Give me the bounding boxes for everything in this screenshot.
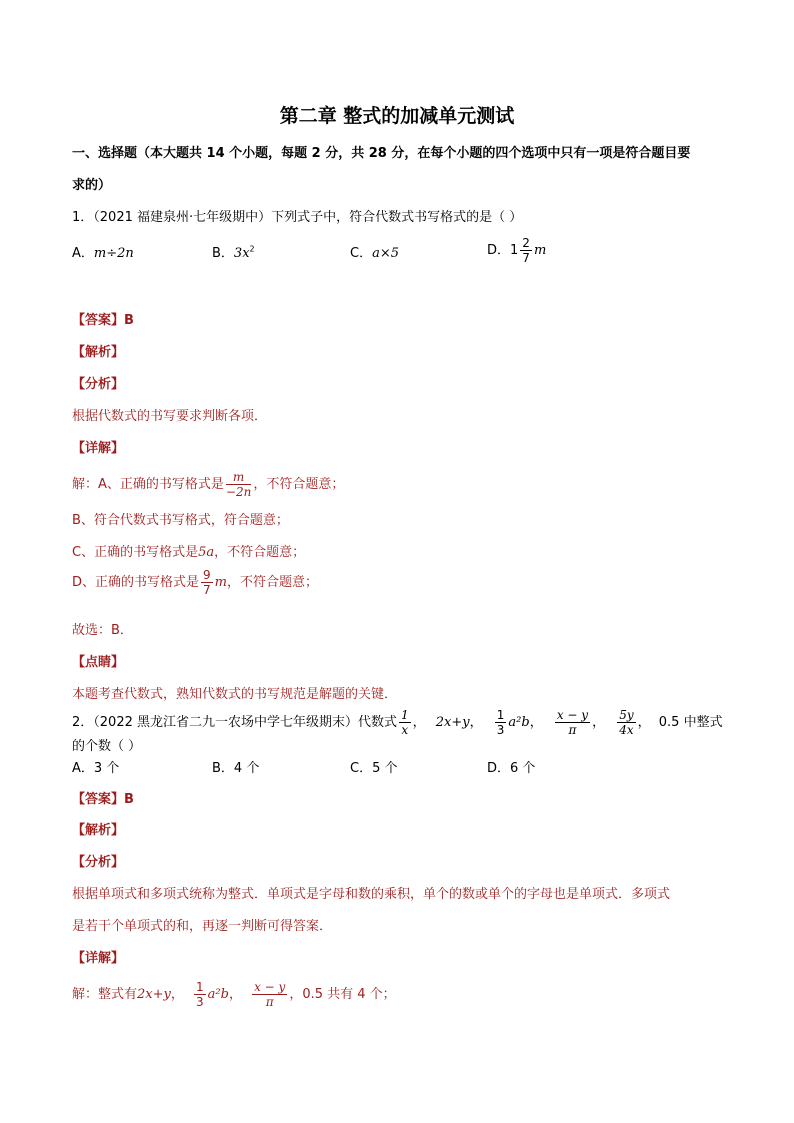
q2-stem-text: 2．（2022 黑龙江省二九一农场中学七年级期末）代数式 (72, 715, 397, 730)
q1-fenxi-heading: 【分析】 (72, 377, 125, 392)
q1-option-b-exponent: 2 (249, 244, 255, 254)
q2-option-b: B．4 个 (212, 761, 260, 776)
q1-xiangjie-heading: 【详解】 (72, 441, 125, 456)
fraction-denominator: 4x (619, 723, 634, 737)
fraction-numerator: 9 (203, 568, 211, 582)
q2-detail: 解：整式有2x+y， $\frac{1}{3}$ a²b， $\frac{x - y}{\pi}$ ，0.5 共有 4 个； (72, 980, 396, 1009)
fraction-numerator: x − y (556, 708, 589, 722)
fraction-numerator: 1 (496, 708, 505, 722)
q2-fenxi-line1: 根据单项式和多项式统称为整式．单项式是字母和数的乘积，单个的数或单个的字母也是单项式．多项式 (72, 887, 671, 902)
fraction-denominator: −2n (225, 485, 252, 499)
detail-var: a²b (207, 987, 229, 1002)
fraction-numerator: m (226, 470, 251, 485)
q2-fenxi-line2: 是若干个单项式的和，再逐一判断可得答案． (72, 919, 333, 934)
q1-option-d-fraction (520, 236, 532, 265)
q2-jiexi-heading: 【解析】 (72, 823, 125, 838)
q1-dianjing-heading: 【点睛】 (72, 655, 125, 670)
fraction-numerator: 5y (619, 708, 634, 722)
q1-stem: 1．（2021 福建泉州·七年级期中）下列式子中，符合代数式书写格式的是（ ） (72, 210, 523, 225)
q1-detail-d (72, 568, 318, 597)
q2-expr-3-frac (495, 708, 507, 737)
q1-option-a-label: A． (72, 246, 94, 261)
q2-expr-1 (399, 708, 411, 737)
q1-option-d (487, 236, 546, 265)
fraction-denominator: π (568, 723, 577, 737)
detail-text: C、正确的书写格式是 (72, 545, 199, 560)
fraction-denominator: 3 (496, 723, 505, 737)
q2-stem-tail: 0.5 中整式 (658, 715, 723, 730)
q1-choose: 故选：B． (72, 623, 133, 638)
q1-option-c (350, 245, 399, 263)
section-heading-line1: 一、选择题（本大题共 14 个小题，每题 2 分，共 28 分，在每个小题的四个选项中只有一项是符合题目要 (72, 146, 691, 161)
fraction-denominator: 3 (196, 995, 204, 1009)
detail-text: ，不符合题意； (226, 575, 318, 590)
fraction-denominator: π (265, 995, 274, 1009)
fraction-denominator: 7 (203, 583, 211, 597)
q1-detail-b: B、符合代数式书写格式，符合题意； (72, 513, 289, 528)
fraction-numerator: 2 (522, 236, 530, 250)
fraction-numerator: 1 (401, 708, 409, 722)
section-heading-line2: 求的） (72, 178, 112, 193)
q2-xiangjie-heading: 【详解】 (72, 951, 125, 966)
q1-option-b-label: B． (212, 246, 234, 261)
detail-text: ，0.5 共有 4 个； (289, 987, 396, 1002)
detail-fraction (226, 470, 251, 499)
detail-text: D、正确的书写格式是 (72, 575, 200, 590)
fraction-numerator: x − y (254, 980, 286, 994)
q1-fenxi-text: 根据代数式的书写要求判断各项． (72, 409, 268, 424)
q2-option-c: C．5 个 (350, 761, 398, 776)
detail-var: m (214, 575, 227, 590)
q1-option-d-whole: 1 (510, 243, 519, 258)
detail-fraction (252, 980, 287, 1009)
q1-option-b-expr: 3x (233, 246, 250, 261)
page-title: 第二章 整式的加减单元测试 (279, 105, 515, 127)
detail-text: ，不符合题意； (253, 477, 345, 492)
q2-stem: 2．（2022 黑龙江省二九一农场中学七年级期末）代数式 $\frac{1}{x}$ ， 2x+y， $\frac{1}{3}$ a²b， $\frac{x - y}{\pi}$ ， $\frac{5y}{4x}$ ， 0.5 中整式 (72, 708, 723, 737)
q1-option-d-var: m (533, 243, 547, 258)
q2-option-d: D．6 个 (487, 761, 536, 776)
q2-expr-2: 2x+y (435, 715, 470, 730)
q2-stem-line2: 的个数（ ） (72, 739, 142, 754)
detail-text: ，不符合题意； (214, 545, 306, 560)
fraction-numerator: 1 (196, 980, 204, 994)
q1-option-c-expr: a×5 (372, 246, 399, 261)
q1-option-c-label: C． (350, 246, 373, 261)
q1-answer: 【答案】B (72, 313, 134, 328)
q1-detail-c (72, 544, 305, 562)
q1-dianjing-text: 本题考查代数式，熟知代数式的书写规范是解题的关键． (72, 687, 398, 702)
q2-expr-4 (555, 708, 590, 737)
q1-option-a-expr: m÷2n (93, 246, 134, 261)
fraction-denominator: 7 (522, 251, 530, 265)
q1-option-b (212, 245, 255, 263)
q2-fenxi-heading: 【分析】 (72, 855, 125, 870)
detail-text: 解：整式有 (72, 987, 138, 1002)
q1-option-d-label: D． (487, 243, 511, 258)
detail-text: 解：A、正确的书写格式是 (72, 477, 224, 492)
q1-option-a (72, 245, 134, 263)
fraction-denominator: x (401, 723, 409, 737)
detail-expr: 5a (198, 545, 215, 560)
detail-expr: 2x+y (137, 987, 171, 1002)
q1-detail-a (72, 470, 344, 499)
q2-expr-3-var: a²b (508, 715, 530, 730)
detail-fraction (194, 980, 206, 1009)
q2-expr-5 (617, 708, 635, 737)
q2-option-a: A．3 个 (72, 761, 120, 776)
q1-jiexi-heading: 【解析】 (72, 345, 125, 360)
q2-answer: 【答案】B (72, 792, 134, 807)
detail-fraction (201, 568, 213, 597)
